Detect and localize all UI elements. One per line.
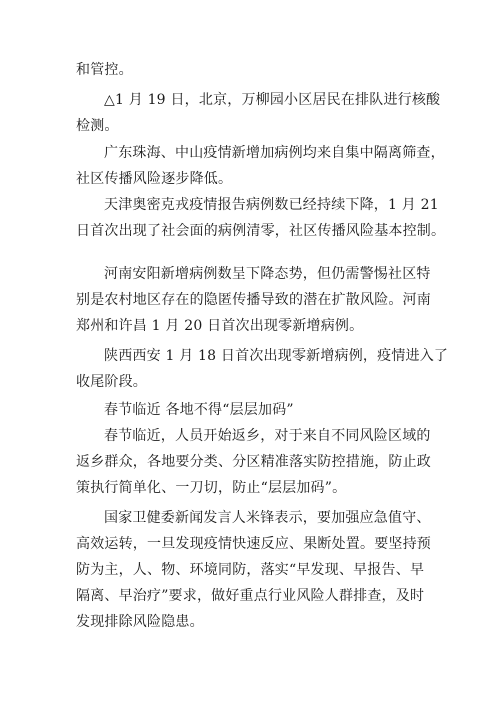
text-line: 检测。 — [76, 118, 119, 134]
text-line: 和管控。 — [76, 62, 133, 78]
text-line: 返乡群众，各地要分类、分区精准落实防控措施，防止政 — [76, 454, 431, 470]
text-line: 社区传播风险逐步降低。 — [76, 171, 233, 187]
text-line: 国家卫健委新闻发言人米锋表示，要加强应急值守、 — [104, 510, 431, 526]
text-line: 广东珠海、中山疫情新增加病例均来自集中隔离筛查， — [104, 145, 445, 161]
text-line: 发现排除风险隐患。 — [76, 614, 204, 630]
text-line: 收尾阶段。 — [76, 374, 147, 390]
text-line: 策执行简单化、一刀切，防止“层层加码”。 — [76, 480, 347, 496]
text-line: 隔离、早治疗”要求，做好重点行业风险人群排查，及时 — [76, 588, 425, 604]
text-line: 河南安阳新增病例数呈下降态势，但仍需警惕社区特 — [104, 266, 431, 282]
text-line: 陕西西安 1 月 18 日首次出现零新增病例，疫情进入了 — [104, 348, 449, 364]
text-line: 防为主，人、物、环境同防，落实“早发现、早报告、早 — [76, 562, 425, 578]
text-line: △1 月 19 日，北京，万柳园小区居民在排队进行核酸 — [104, 92, 441, 108]
text-line: 春节临近，人员开始返乡，对于来自不同风险区域的 — [104, 428, 431, 444]
text-line: 郑州和许昌 1 月 20 日首次出现零新增病例。 — [76, 318, 364, 334]
text-line: 日首次出现了社会面的病例清零，社区传播风险基本控制。 — [76, 223, 446, 239]
text-line: 高效运转，一旦发现疫情快速反应、果断处置。要坚持预 — [76, 536, 431, 552]
section-heading: 春节临近 各地不得“层层加码” — [104, 402, 294, 418]
text-line: 天津奥密克戎疫情报告病例数已经持续下降，1 月 21 — [104, 197, 439, 213]
text-line: 别是农村地区存在的隐匿传播导致的潜在扩散风险。河南 — [76, 292, 431, 308]
